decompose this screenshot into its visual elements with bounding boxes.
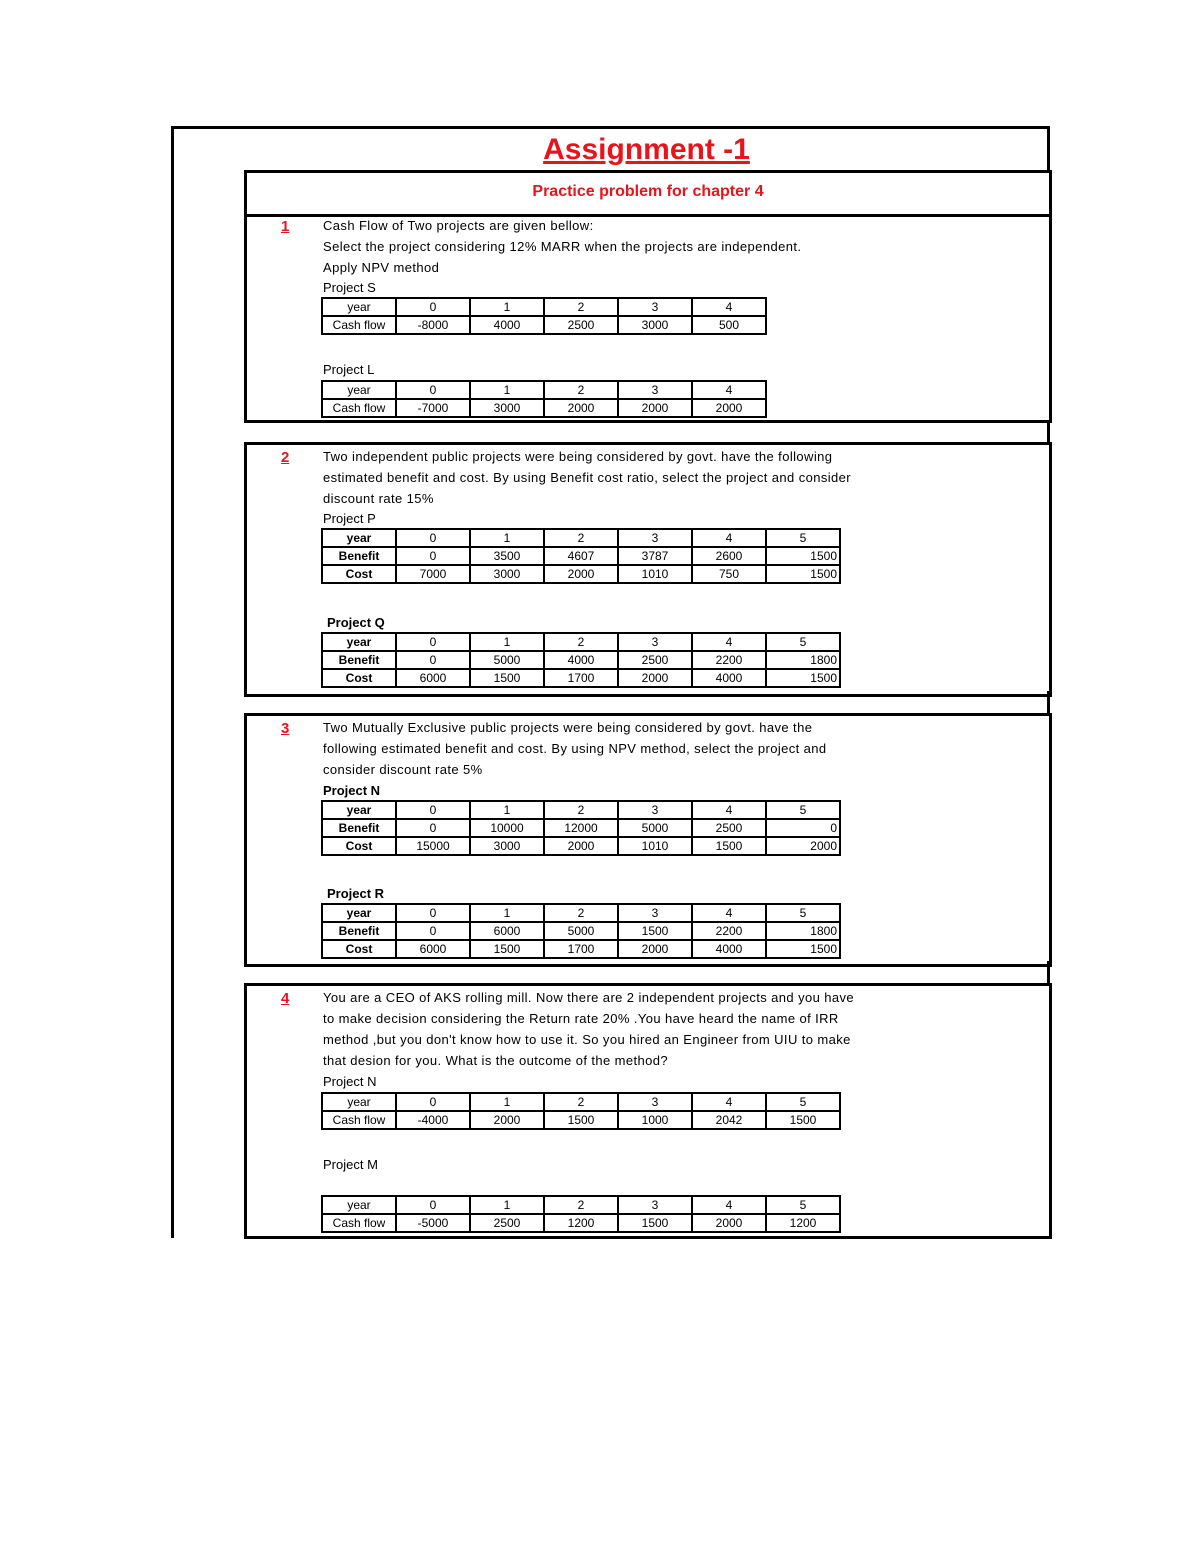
table-cell: 7000: [396, 565, 470, 583]
table-row: [322, 565, 840, 583]
table-cell: 1: [470, 381, 544, 399]
table-cell: 4000: [470, 316, 544, 334]
table-cell: 3: [618, 801, 692, 819]
table-cell: 3: [618, 904, 692, 922]
table-cell: 4: [692, 633, 766, 651]
outer-frame-right: [1047, 126, 1050, 172]
project-label: Project N: [323, 1074, 377, 1089]
row-header-cell: year: [322, 298, 396, 316]
row-header-cell: Cash flow: [322, 316, 396, 334]
table-cell: 10000: [470, 819, 544, 837]
table-row: [322, 904, 840, 922]
question-text-line: to make decision considering the Return rate 20% .You have heard the name of IRR: [323, 1011, 839, 1026]
table-cell: 0: [396, 651, 470, 669]
table-row: [322, 547, 840, 565]
question-text-line: Two Mutually Exclusive public projects were being considered by govt. have the: [323, 720, 813, 735]
subtitle: Practice problem for chapter 4: [532, 183, 764, 200]
table-row: [322, 922, 840, 940]
table-cell: 2042: [692, 1111, 766, 1129]
frame-right-segment: [1047, 691, 1050, 715]
project-label: Project Q: [327, 615, 385, 630]
project-q-table: [321, 632, 841, 688]
table-cell: 4: [692, 529, 766, 547]
project-n-cashflow-table: [321, 1092, 841, 1130]
table-cell: 1: [470, 1093, 544, 1111]
table-cell: 0: [396, 801, 470, 819]
table-cell: 1500: [766, 547, 840, 565]
table-cell: 4000: [544, 651, 618, 669]
table-cell: -7000: [396, 399, 470, 417]
table-cell: 4: [692, 1196, 766, 1214]
table-cell: 1: [470, 633, 544, 651]
table-cell: 0: [396, 904, 470, 922]
table-cell: 4: [692, 298, 766, 316]
table-row: [322, 801, 840, 819]
question-number: 2: [281, 449, 290, 466]
table-cell: 2000: [692, 399, 766, 417]
question-text-line: Two independent public projects were being considered by govt. have the following: [323, 449, 833, 464]
table-cell: 1: [470, 801, 544, 819]
table-cell: 0: [396, 922, 470, 940]
table-cell: 2000: [544, 837, 618, 855]
project-l-table: [321, 380, 767, 418]
table-cell: 3: [618, 298, 692, 316]
table-cell: 1010: [618, 837, 692, 855]
table-cell: 1500: [766, 565, 840, 583]
row-header-cell: year: [322, 1093, 396, 1111]
table-cell: 2000: [766, 837, 840, 855]
project-label: Project S: [323, 280, 376, 295]
table-cell: 1010: [618, 565, 692, 583]
question-text-line: method ,but you don't know how to use it. So you hired an Engineer from UIU to make: [323, 1032, 851, 1047]
table-cell: 6000: [396, 940, 470, 958]
table-cell: 5: [766, 1093, 840, 1111]
table-cell: 1500: [470, 669, 544, 687]
table-cell: 1000: [618, 1111, 692, 1129]
table-cell: 0: [396, 1093, 470, 1111]
table-cell: 2000: [544, 565, 618, 583]
table-cell: 2000: [470, 1111, 544, 1129]
table-row: [322, 529, 840, 547]
table-cell: 0: [766, 819, 840, 837]
question-1-section: [244, 214, 1052, 423]
table-cell: 3: [618, 1196, 692, 1214]
table-cell: 2500: [544, 316, 618, 334]
frame-right-segment: [1047, 961, 1050, 985]
table-cell: 0: [396, 529, 470, 547]
project-n-table: [321, 800, 841, 856]
table-cell: 2000: [618, 399, 692, 417]
table-cell: 2200: [692, 651, 766, 669]
project-s-table: [321, 297, 767, 335]
question-number: 1: [281, 218, 290, 235]
table-cell: 5: [766, 1196, 840, 1214]
project-p-table: [321, 528, 841, 584]
table-cell: 3000: [470, 837, 544, 855]
question-number: 4: [281, 990, 290, 1007]
subtitle-box: [244, 170, 1052, 217]
table-cell: 1: [470, 1196, 544, 1214]
table-row: [322, 1214, 840, 1232]
table-cell: 4: [692, 1093, 766, 1111]
table-cell: 500: [692, 316, 766, 334]
outer-frame-left: [171, 126, 174, 1238]
question-text-line: Select the project considering 12% MARR when the projects are independent.: [323, 239, 802, 254]
table-cell: 1200: [766, 1214, 840, 1232]
table-cell: 2: [544, 529, 618, 547]
table-cell: 15000: [396, 837, 470, 855]
table-cell: 2000: [618, 669, 692, 687]
table-cell: 0: [396, 1196, 470, 1214]
row-header-cell: Cost: [322, 669, 396, 687]
table-cell: 1: [470, 529, 544, 547]
table-cell: 6000: [396, 669, 470, 687]
table-cell: 3000: [470, 565, 544, 583]
table-cell: 2: [544, 633, 618, 651]
table-cell: 6000: [470, 922, 544, 940]
question-text-line: following estimated benefit and cost. By using NPV method, select the project and: [323, 741, 827, 756]
project-label: Project L: [323, 362, 375, 377]
table-cell: 2: [544, 1093, 618, 1111]
table-cell: 0: [396, 633, 470, 651]
table-cell: 4: [692, 381, 766, 399]
question-text-line: discount rate 15%: [323, 491, 434, 506]
table-cell: 1: [470, 904, 544, 922]
table-cell: 4: [692, 801, 766, 819]
question-text-line: estimated benefit and cost. By using Benefit cost ratio, select the project and consider: [323, 470, 852, 485]
row-header-cell: Cost: [322, 565, 396, 583]
table-cell: 3: [618, 529, 692, 547]
project-r-table: [321, 903, 841, 959]
table-row: [322, 316, 766, 334]
table-cell: 2: [544, 298, 618, 316]
table-cell: 2500: [618, 651, 692, 669]
question-text-line: Cash Flow of Two projects are given bellow:: [323, 218, 594, 233]
table-cell: 1200: [544, 1214, 618, 1232]
question-2-section: [244, 442, 1052, 697]
table-cell: 2000: [618, 940, 692, 958]
table-cell: 750: [692, 565, 766, 583]
table-cell: 0: [396, 381, 470, 399]
page-title: Assignment -1: [543, 133, 750, 166]
table-cell: 2500: [470, 1214, 544, 1232]
table-row: [322, 669, 840, 687]
row-header-cell: Cost: [322, 940, 396, 958]
table-row: [322, 1111, 840, 1129]
question-text-line: Apply NPV method: [323, 260, 440, 275]
project-m-cashflow-table: [321, 1195, 841, 1233]
table-cell: 1500: [766, 1111, 840, 1129]
table-cell: 2200: [692, 922, 766, 940]
question-4-section: [244, 983, 1052, 1239]
table-cell: -5000: [396, 1214, 470, 1232]
row-header-cell: year: [322, 801, 396, 819]
table-cell: 2600: [692, 547, 766, 565]
table-row: [322, 1196, 840, 1214]
table-row: [322, 651, 840, 669]
table-cell: 1700: [544, 940, 618, 958]
table-row: [322, 940, 840, 958]
project-label: Project R: [327, 886, 385, 901]
table-cell: 4000: [692, 940, 766, 958]
row-header-cell: Cash flow: [322, 1214, 396, 1232]
table-cell: 5000: [618, 819, 692, 837]
table-cell: 3787: [618, 547, 692, 565]
table-cell: 3000: [618, 316, 692, 334]
table-cell: 0: [396, 547, 470, 565]
table-cell: 1500: [618, 1214, 692, 1232]
table-cell: 1500: [618, 922, 692, 940]
table-row: [322, 633, 840, 651]
row-header-cell: Cash flow: [322, 399, 396, 417]
row-header-cell: Benefit: [322, 922, 396, 940]
row-header-cell: year: [322, 381, 396, 399]
row-header-cell: Cost: [322, 837, 396, 855]
row-header-cell: year: [322, 529, 396, 547]
question-text-line: You are a CEO of AKS rolling mill. Now there are 2 independent projects and you have: [323, 990, 855, 1005]
table-cell: 4000: [692, 669, 766, 687]
table-cell: 1800: [766, 651, 840, 669]
project-label: Project M: [323, 1157, 378, 1172]
table-cell: 5000: [470, 651, 544, 669]
table-cell: 3: [618, 381, 692, 399]
table-cell: 1700: [544, 669, 618, 687]
row-header-cell: Cash flow: [322, 1111, 396, 1129]
table-cell: 4607: [544, 547, 618, 565]
table-cell: 4: [692, 904, 766, 922]
project-label: Project N: [323, 783, 381, 798]
table-row: [322, 1093, 840, 1111]
question-text-line: consider discount rate 5%: [323, 762, 483, 777]
table-row: [322, 837, 840, 855]
row-header-cell: year: [322, 904, 396, 922]
question-text-line: that desion for you. What is the outcome of the method?: [323, 1053, 669, 1068]
table-cell: 3: [618, 633, 692, 651]
row-header-cell: year: [322, 1196, 396, 1214]
table-cell: 2000: [544, 399, 618, 417]
table-cell: -8000: [396, 316, 470, 334]
table-row: [322, 381, 766, 399]
table-cell: -4000: [396, 1111, 470, 1129]
table-cell: 5: [766, 904, 840, 922]
table-cell: 2500: [692, 819, 766, 837]
table-cell: 2000: [692, 1214, 766, 1232]
table-row: [322, 819, 840, 837]
question-3-section: [244, 713, 1052, 967]
table-cell: 5: [766, 633, 840, 651]
row-header-cell: Benefit: [322, 547, 396, 565]
table-cell: 2: [544, 904, 618, 922]
table-cell: 12000: [544, 819, 618, 837]
table-cell: 3000: [470, 399, 544, 417]
table-cell: 5000: [544, 922, 618, 940]
row-header-cell: year: [322, 633, 396, 651]
table-cell: 3: [618, 1093, 692, 1111]
table-row: [322, 399, 766, 417]
table-row: [322, 298, 766, 316]
table-cell: 0: [396, 819, 470, 837]
table-cell: 2: [544, 801, 618, 819]
question-number: 3: [281, 720, 290, 737]
table-cell: 1: [470, 298, 544, 316]
table-cell: 5: [766, 529, 840, 547]
table-cell: 1500: [766, 669, 840, 687]
table-cell: 2: [544, 381, 618, 399]
frame-right-segment: [1047, 420, 1050, 444]
table-cell: 0: [396, 298, 470, 316]
table-cell: 1500: [544, 1111, 618, 1129]
project-label: Project P: [323, 511, 376, 526]
table-cell: 1500: [470, 940, 544, 958]
row-header-cell: Benefit: [322, 651, 396, 669]
table-cell: 2: [544, 1196, 618, 1214]
table-cell: 3500: [470, 547, 544, 565]
outer-frame-top: [171, 126, 1050, 129]
table-cell: 1800: [766, 922, 840, 940]
table-cell: 5: [766, 801, 840, 819]
table-cell: 1500: [692, 837, 766, 855]
table-cell: 1500: [766, 940, 840, 958]
row-header-cell: Benefit: [322, 819, 396, 837]
